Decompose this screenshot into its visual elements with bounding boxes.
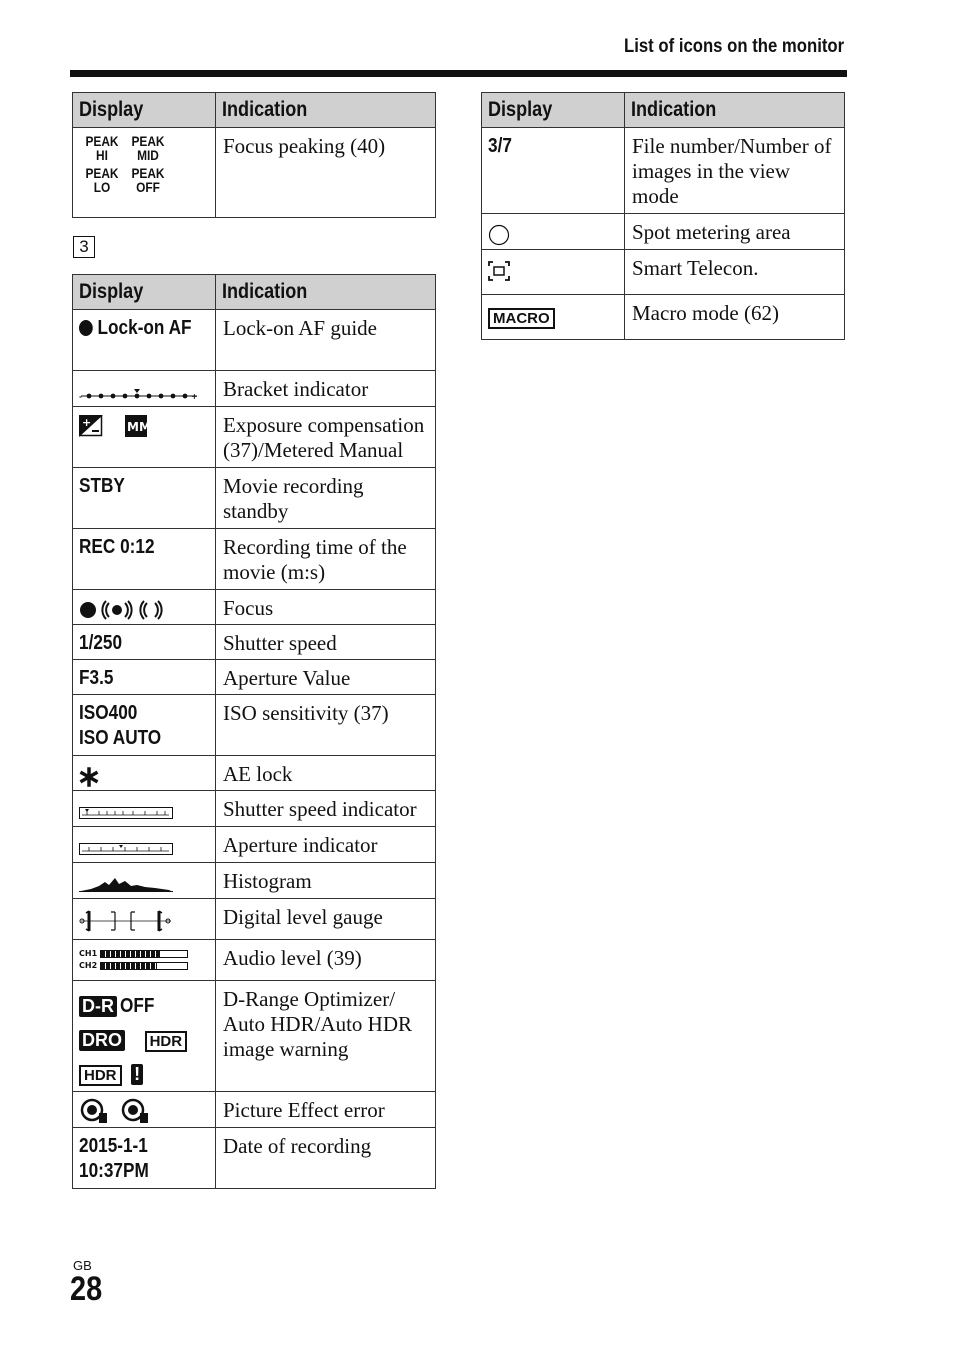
focus-icon <box>79 600 169 620</box>
indication-cell: Shutter speed indicator <box>216 791 436 827</box>
lock-on-af-label: Lock-on AF <box>97 317 192 339</box>
indication-cell: Histogram <box>216 863 436 899</box>
table-header-row <box>482 93 845 128</box>
peak-hi-icon: PEAK HI <box>85 133 119 163</box>
table-row <box>73 981 436 1092</box>
table-row <box>73 899 436 940</box>
metered-manual-icon <box>125 415 152 437</box>
page-number: 28 <box>70 1270 103 1308</box>
table-row <box>73 625 436 660</box>
indication-cell: Smart Telecon. <box>625 250 845 295</box>
table-row <box>73 529 436 590</box>
indication-cell: Audio level (39) <box>216 940 436 981</box>
table-row <box>73 310 436 371</box>
bracket-indicator-icon <box>79 387 199 401</box>
table-row <box>73 863 436 899</box>
indication-cell: Aperture indicator <box>216 827 436 863</box>
running-header: List of icons on the monitor <box>623 36 844 57</box>
indication-column-header: Indication <box>625 93 845 128</box>
svg-text:-: - <box>79 392 82 401</box>
indication-cell: ISO sensitivity (37) <box>216 695 436 756</box>
table-row <box>73 940 436 981</box>
indication-cell: AE lock <box>216 756 436 791</box>
table-row <box>73 590 436 625</box>
focus-peaking-table <box>72 92 436 218</box>
display-column-header: Display <box>73 93 216 128</box>
peak-lo-icon: PEAK LO <box>85 165 119 195</box>
indication-cell: Picture Effect error <box>216 1092 436 1128</box>
indication-cell: File number/Number of images in the view mode <box>625 128 845 214</box>
indication-cell: Spot metering area <box>625 214 845 250</box>
exposure-compensation-icon <box>79 415 103 437</box>
header-rule <box>70 70 847 77</box>
peak-off-icon: PEAK OFF <box>131 165 165 195</box>
smart-telecon-icon <box>488 261 510 281</box>
icons-table-section-3 <box>72 274 436 1189</box>
table-row <box>73 1092 436 1128</box>
aperture-value: F3.5 <box>79 667 114 689</box>
indication-column-header: Indication <box>216 93 436 128</box>
indication-cell: D-Range Optimizer/ Auto HDR/Auto HDR image warning <box>216 981 436 1092</box>
peak-icons <box>73 128 216 218</box>
table-row <box>73 695 436 756</box>
indication-cell: Lock-on AF guide <box>216 310 436 371</box>
auto-hdr-icon: HDR <box>145 1031 188 1052</box>
indication-column-header: Indication <box>216 275 436 310</box>
indication-cell: Digital level gauge <box>216 899 436 940</box>
hdr-icon: HDR <box>79 1065 122 1086</box>
svg-text:+: + <box>82 415 92 429</box>
indication-cell: Recording time of the movie (m:s) <box>216 529 436 590</box>
indication-cell: Aperture Value <box>216 660 436 695</box>
table-row <box>482 250 845 295</box>
svg-text:MM: MM <box>127 419 152 434</box>
table-row <box>73 407 436 468</box>
aperture-indicator-icon <box>79 843 173 855</box>
iso-auto-value: ISO AUTO <box>79 727 162 749</box>
indication-cell: Movie recording standby <box>216 468 436 529</box>
audio-level-icon: CH1 CH2 <box>79 948 215 972</box>
section-label: 3 <box>73 236 95 258</box>
iso-value: ISO400 <box>79 702 138 724</box>
time-value: 10:37PM <box>79 1160 149 1182</box>
rec-time-label: REC 0:12 <box>79 536 155 558</box>
display-column-header: Display <box>73 275 216 310</box>
peak-mid-icon: PEAK MID <box>131 133 165 163</box>
table-row <box>73 827 436 863</box>
ae-lock-icon <box>79 767 99 787</box>
shutter-speed-value: 1/250 <box>79 632 123 654</box>
indication-cell: Exposure compensation (37)/Metered Manual <box>216 407 436 468</box>
region-code: GB <box>73 1258 92 1273</box>
display-column-header: Display <box>482 93 625 128</box>
stby-label: STBY <box>79 475 125 497</box>
table-row <box>73 756 436 791</box>
table-row <box>73 371 436 407</box>
table-header-row <box>73 275 436 310</box>
digital-level-gauge-icon <box>79 909 173 933</box>
table-row <box>73 791 436 827</box>
file-number-value: 3/7 <box>488 135 512 157</box>
picture-effect-error-icon <box>79 1098 159 1124</box>
shutter-speed-indicator-icon <box>79 807 173 819</box>
table-row <box>482 214 845 250</box>
table-row <box>73 660 436 695</box>
table-row <box>73 128 436 218</box>
indication-cell: Date of recording <box>216 1128 436 1189</box>
svg-text:+: + <box>191 391 198 401</box>
table-row <box>482 128 845 214</box>
lock-on-dot-icon <box>79 320 93 336</box>
indication-cell: Focus peaking (40) <box>216 128 436 218</box>
table-row <box>73 468 436 529</box>
indication-cell: Shutter speed <box>216 625 436 660</box>
table-row <box>73 1128 436 1189</box>
indication-cell: Bracket indicator <box>216 371 436 407</box>
table-header-row <box>73 93 436 128</box>
indication-cell: Focus <box>216 590 436 625</box>
warning-icon: ! <box>131 1064 143 1085</box>
playback-icons-table <box>481 92 845 340</box>
date-value: 2015-1-1 <box>79 1135 148 1157</box>
spot-metering-icon <box>488 224 510 246</box>
macro-icon: MACRO <box>488 308 555 329</box>
d-range-icon: D-R OFF <box>79 989 215 1023</box>
dro-icon: DRO <box>79 1030 125 1051</box>
histogram-icon <box>79 876 173 892</box>
table-row <box>482 295 845 340</box>
indication-cell: Macro mode (62) <box>625 295 845 340</box>
